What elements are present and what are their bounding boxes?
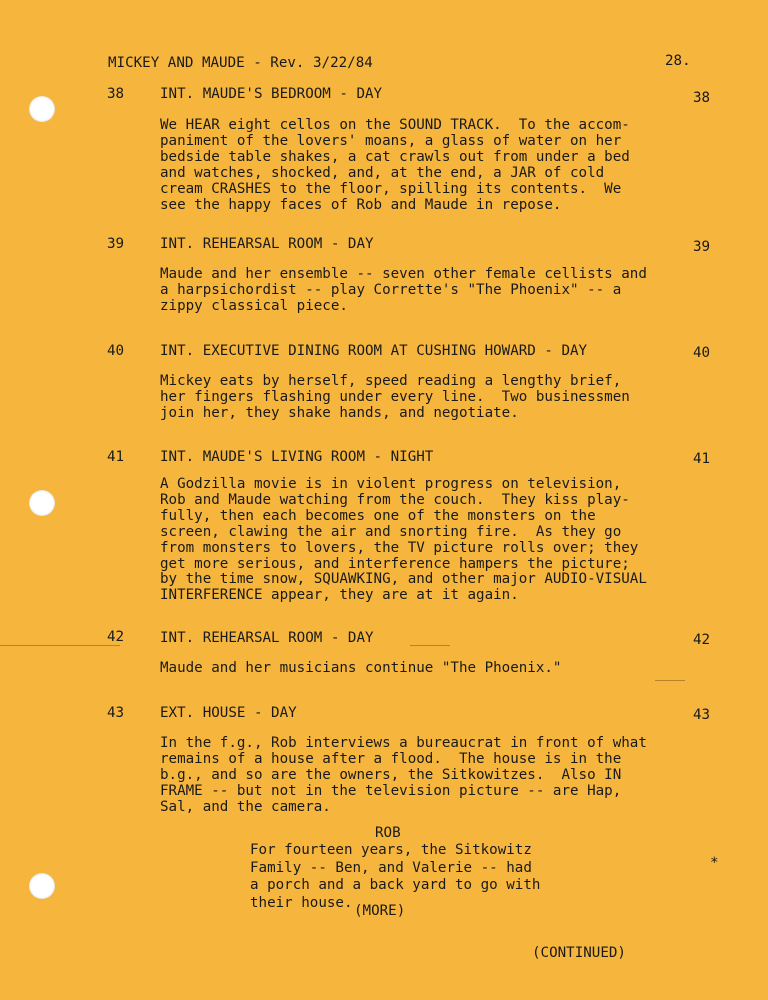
- scene-number-right: 39: [693, 239, 711, 255]
- scan-smudge: [410, 645, 450, 646]
- scene-action: Maude and her ensemble -- seven other female cellists and a harpsichordist -- play Corrette's "The Phoenix" -- a zippy classical piece.: [160, 266, 647, 314]
- scene-number-left: 42: [107, 629, 125, 645]
- scan-smudge: [0, 645, 120, 646]
- scene-number-left: 38: [107, 86, 125, 102]
- scene-action: Maude and her musicians continue "The Phoenix.": [160, 660, 562, 676]
- more-marker: (MORE): [354, 903, 406, 919]
- punch-hole: [29, 873, 55, 899]
- character-name: ROB: [375, 825, 401, 841]
- page-header-title: MICKEY AND MAUDE - Rev. 3/22/84: [108, 55, 373, 71]
- scene-action: Mickey eats by herself, speed reading a lengthy brief, her fingers flashing under every line. Two businessmen join her, they shake hands, and negotiate.: [160, 373, 630, 421]
- scene-number-right: 42: [693, 632, 711, 648]
- scene-action: A Godzilla movie is in violent progress on television, Rob and Maude watching from the couch. They kiss play- fully, then each becomes one of the monsters on the screen, clawing the air and snorting fire. As they go from monsters to lovers, the TV picture rolls over; they get more serious, and interference hampers the picture; by the time snow, SQUAWKING, and other major AUDIO-VISUAL INTERFERENCE appear, they are at it again.: [160, 476, 647, 604]
- punch-hole: [29, 96, 55, 122]
- scene-heading: INT. MAUDE'S BEDROOM - DAY: [160, 86, 383, 102]
- scan-smudge: [655, 680, 685, 681]
- continued-marker: (CONTINUED): [532, 945, 626, 961]
- scene-number-right: 41: [693, 451, 711, 467]
- scene-number-right: 38: [693, 90, 711, 106]
- scene-number-left: 39: [107, 236, 125, 252]
- page-number: 28.: [665, 53, 691, 69]
- scene-heading: EXT. HOUSE - DAY: [160, 705, 297, 721]
- scene-number-right: 40: [693, 345, 711, 361]
- punch-hole: [29, 490, 55, 516]
- scene-action: We HEAR eight cellos on the SOUND TRACK. To the accom- paniment of the lovers' moans, a glass of water on her bedside table shakes, a cat crawls out from under a bed and watches, shocked, and, at the end, a JAR of cold cream CRASHES to the floor, spilling its contents. We see the happy faces of Rob and Maude in repose.: [160, 117, 630, 213]
- scene-heading: INT. EXECUTIVE DINING ROOM AT CUSHING HOWARD - DAY: [160, 343, 588, 359]
- scene-heading: INT. REHEARSAL ROOM - DAY: [160, 236, 374, 252]
- revision-asterisk: *: [710, 855, 719, 871]
- scene-heading: INT. MAUDE'S LIVING ROOM - NIGHT: [160, 449, 434, 465]
- scene-number-left: 41: [107, 449, 125, 465]
- scene-number-left: 43: [107, 705, 125, 721]
- scene-number-right: 43: [693, 707, 711, 723]
- scene-heading: INT. REHEARSAL ROOM - DAY: [160, 630, 374, 646]
- scene-number-left: 40: [107, 343, 125, 359]
- scene-action: In the f.g., Rob interviews a bureaucrat in front of what remains of a house after a flood. The house is in the b.g., and so are the owners, the Sitkowitzes. Also IN FRAME -- but not in the television picture -- are Hap, Sal, and the camera.: [160, 735, 647, 815]
- dialogue-text: For fourteen years, the Sitkowitz Family -- Ben, and Valerie -- had a porch and a back yard to go with their house.: [250, 842, 541, 911]
